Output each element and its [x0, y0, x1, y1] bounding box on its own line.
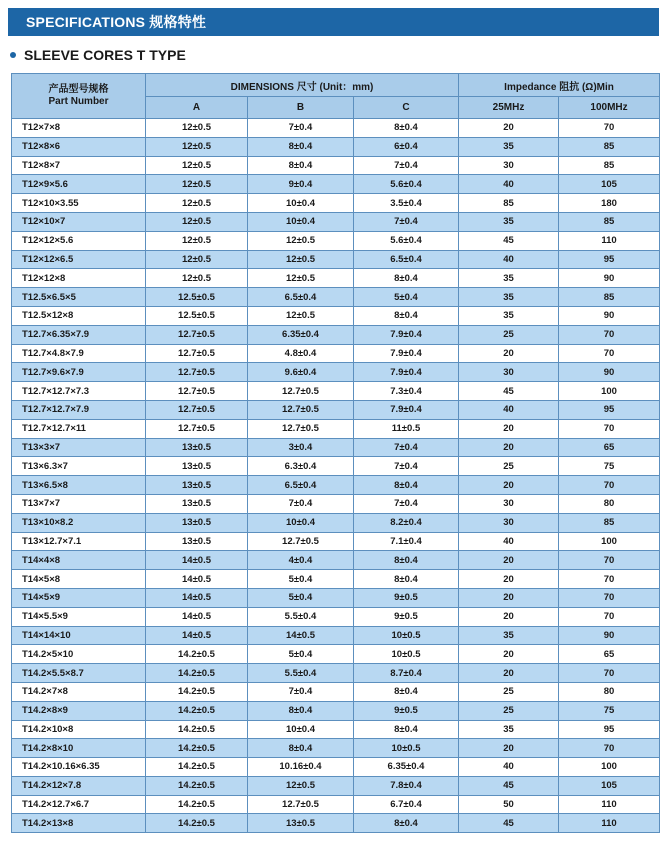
impedance-100mhz-cell: 100 — [559, 532, 660, 551]
dimensions-header: DIMENSIONS 尺寸 (Unit：mm) — [146, 74, 459, 97]
part-number-cell: T14.2×7×8 — [12, 682, 146, 701]
dim-b-cell: 12±0.5 — [248, 250, 354, 269]
dim-a-cell: 12.7±0.5 — [146, 325, 248, 344]
part-number-cell: T12×12×6.5 — [12, 250, 146, 269]
dim-a-cell: 12.5±0.5 — [146, 306, 248, 325]
impedance-100mhz-cell: 70 — [559, 570, 660, 589]
table-row — [12, 532, 660, 551]
dim-b-cell: 7±0.4 — [248, 119, 354, 138]
dim-b-cell: 5±0.4 — [248, 645, 354, 664]
table-row — [12, 551, 660, 570]
dim-b-cell: 8±0.4 — [248, 701, 354, 720]
dim-c-cell: 8±0.4 — [354, 551, 459, 570]
impedance-100mhz-cell: 70 — [559, 476, 660, 495]
dim-a-cell: 14±0.5 — [146, 626, 248, 645]
impedance-25mhz-cell: 35 — [459, 720, 559, 739]
impedance-25mhz-cell: 20 — [459, 664, 559, 683]
impedance-100mhz-cell: 80 — [559, 494, 660, 513]
dim-c-cell: 8±0.4 — [354, 682, 459, 701]
impedance-100mhz-cell: 90 — [559, 626, 660, 645]
dim-a-cell: 12±0.5 — [146, 212, 248, 231]
col-25mhz-header: 25MHz — [459, 97, 559, 119]
impedance-100mhz-cell: 85 — [559, 513, 660, 532]
table-row — [12, 457, 660, 476]
impedance-25mhz-cell: 30 — [459, 156, 559, 175]
impedance-100mhz-cell: 90 — [559, 269, 660, 288]
dim-a-cell: 14.2±0.5 — [146, 682, 248, 701]
dim-a-cell: 12±0.5 — [146, 231, 248, 250]
dim-a-cell: 13±0.5 — [146, 494, 248, 513]
dim-a-cell: 12±0.5 — [146, 119, 248, 138]
table-row — [12, 758, 660, 777]
dim-c-cell: 3.5±0.4 — [354, 194, 459, 213]
part-number-cell: T14.2×12×7.8 — [12, 776, 146, 795]
dim-a-cell: 14.2±0.5 — [146, 664, 248, 683]
impedance-25mhz-cell: 25 — [459, 325, 559, 344]
dim-a-cell: 14±0.5 — [146, 607, 248, 626]
dim-c-cell: 7±0.4 — [354, 494, 459, 513]
dim-b-cell: 5.5±0.4 — [248, 664, 354, 683]
table-row — [12, 212, 660, 231]
table-row — [12, 494, 660, 513]
impedance-100mhz-cell: 85 — [559, 212, 660, 231]
impedance-100mhz-cell: 100 — [559, 382, 660, 401]
dim-c-cell: 7.9±0.4 — [354, 325, 459, 344]
dim-b-cell: 10±0.4 — [248, 720, 354, 739]
table-row — [12, 626, 660, 645]
impedance-25mhz-cell: 20 — [459, 476, 559, 495]
dim-b-cell: 10.16±0.4 — [248, 758, 354, 777]
impedance-25mhz-cell: 45 — [459, 382, 559, 401]
col-100mhz-header: 100MHz — [559, 97, 660, 119]
impedance-25mhz-cell: 35 — [459, 626, 559, 645]
part-number-cell: T14.2×10×8 — [12, 720, 146, 739]
dim-b-cell: 12±0.5 — [248, 776, 354, 795]
impedance-25mhz-cell: 20 — [459, 645, 559, 664]
dim-a-cell: 13±0.5 — [146, 457, 248, 476]
dim-c-cell: 9±0.5 — [354, 588, 459, 607]
table-row — [12, 400, 660, 419]
table-row — [12, 795, 660, 814]
impedance-100mhz-cell: 70 — [559, 119, 660, 138]
impedance-100mhz-cell: 85 — [559, 156, 660, 175]
dim-c-cell: 10±0.5 — [354, 626, 459, 645]
dim-a-cell: 14.2±0.5 — [146, 758, 248, 777]
dim-c-cell: 8±0.4 — [354, 306, 459, 325]
part-number-cell: T12×12×8 — [12, 269, 146, 288]
dim-a-cell: 14.2±0.5 — [146, 739, 248, 758]
dim-a-cell: 12.5±0.5 — [146, 288, 248, 307]
impedance-100mhz-cell: 85 — [559, 137, 660, 156]
table-row — [12, 269, 660, 288]
dim-a-cell: 14.2±0.5 — [146, 701, 248, 720]
specifications-banner: SPECIFICATIONS 规格特性 — [8, 8, 659, 36]
table-row — [12, 250, 660, 269]
part-number-cell: T14×14×10 — [12, 626, 146, 645]
impedance-100mhz-cell: 95 — [559, 400, 660, 419]
dim-b-cell: 6.5±0.4 — [248, 476, 354, 495]
part-number-cell: T12.7×6.35×7.9 — [12, 325, 146, 344]
dim-b-cell: 12±0.5 — [248, 269, 354, 288]
part-number-cell: T14.2×5.5×8.7 — [12, 664, 146, 683]
dim-a-cell: 14.2±0.5 — [146, 795, 248, 814]
dim-c-cell: 8±0.4 — [354, 814, 459, 833]
table-row — [12, 570, 660, 589]
part-number-cell: T12×10×3.55 — [12, 194, 146, 213]
dim-c-cell: 7.9±0.4 — [354, 400, 459, 419]
impedance-100mhz-cell: 95 — [559, 720, 660, 739]
dim-c-cell: 7.1±0.4 — [354, 532, 459, 551]
dim-a-cell: 14±0.5 — [146, 588, 248, 607]
dim-c-cell: 6±0.4 — [354, 137, 459, 156]
dim-a-cell: 13±0.5 — [146, 438, 248, 457]
part-number-cell: T13×3×7 — [12, 438, 146, 457]
part-number-cell: T12.7×9.6×7.9 — [12, 363, 146, 382]
part-number-cell: T14.2×8×10 — [12, 739, 146, 758]
dim-a-cell: 13±0.5 — [146, 513, 248, 532]
dim-c-cell: 10±0.5 — [354, 645, 459, 664]
part-number-header-en: Part Number — [48, 96, 109, 107]
dim-c-cell: 7±0.4 — [354, 212, 459, 231]
part-number-cell: T13×6.3×7 — [12, 457, 146, 476]
impedance-100mhz-cell: 110 — [559, 814, 660, 833]
dim-c-cell: 5.6±0.4 — [354, 231, 459, 250]
table-row — [12, 382, 660, 401]
impedance-25mhz-cell: 30 — [459, 363, 559, 382]
dim-a-cell: 12±0.5 — [146, 175, 248, 194]
part-number-cell: T14×5×8 — [12, 570, 146, 589]
table-row — [12, 607, 660, 626]
dim-b-cell: 8±0.4 — [248, 739, 354, 758]
col-b-header: B — [248, 97, 354, 119]
impedance-100mhz-cell: 110 — [559, 795, 660, 814]
dim-c-cell: 9±0.5 — [354, 701, 459, 720]
part-number-cell: T12.5×6.5×5 — [12, 288, 146, 307]
dim-c-cell: 8±0.4 — [354, 476, 459, 495]
dim-c-cell: 7±0.4 — [354, 438, 459, 457]
bullet-icon — [10, 52, 16, 58]
table-row — [12, 701, 660, 720]
dim-a-cell: 12.7±0.5 — [146, 382, 248, 401]
table-row — [12, 288, 660, 307]
part-number-cell: T13×7×7 — [12, 494, 146, 513]
table-row — [12, 231, 660, 250]
dim-b-cell: 12.7±0.5 — [248, 532, 354, 551]
table-row — [12, 344, 660, 363]
part-number-cell: T12.5×12×8 — [12, 306, 146, 325]
part-number-cell: T12.7×12.7×11 — [12, 419, 146, 438]
impedance-25mhz-cell: 20 — [459, 438, 559, 457]
dim-b-cell: 12.7±0.5 — [248, 419, 354, 438]
impedance-25mhz-cell: 35 — [459, 288, 559, 307]
dim-c-cell: 7±0.4 — [354, 156, 459, 175]
table-row — [12, 438, 660, 457]
impedance-25mhz-cell: 40 — [459, 758, 559, 777]
table-row — [12, 119, 660, 138]
dim-c-cell: 6.5±0.4 — [354, 250, 459, 269]
part-number-cell: T14.2×5×10 — [12, 645, 146, 664]
table-row — [12, 419, 660, 438]
dim-b-cell: 10±0.4 — [248, 513, 354, 532]
dim-c-cell: 8±0.4 — [354, 720, 459, 739]
dim-b-cell: 5±0.4 — [248, 588, 354, 607]
dim-c-cell: 8±0.4 — [354, 570, 459, 589]
dim-b-cell: 5.5±0.4 — [248, 607, 354, 626]
section-heading — [10, 46, 186, 64]
part-number-cell: T13×10×8.2 — [12, 513, 146, 532]
dim-c-cell: 7.9±0.4 — [354, 344, 459, 363]
part-number-cell: T12×8×7 — [12, 156, 146, 175]
dim-b-cell: 6.35±0.4 — [248, 325, 354, 344]
dim-c-cell: 7.9±0.4 — [354, 363, 459, 382]
dim-b-cell: 7±0.4 — [248, 682, 354, 701]
impedance-25mhz-cell: 20 — [459, 344, 559, 363]
part-number-cell: T14×5.5×9 — [12, 607, 146, 626]
dim-b-cell: 6.3±0.4 — [248, 457, 354, 476]
col-a-header: A — [146, 97, 248, 119]
dim-c-cell: 7.3±0.4 — [354, 382, 459, 401]
impedance-25mhz-cell: 40 — [459, 532, 559, 551]
table-row — [12, 720, 660, 739]
dim-b-cell: 9.6±0.4 — [248, 363, 354, 382]
part-number-cell: T12.7×12.7×7.3 — [12, 382, 146, 401]
impedance-100mhz-cell: 65 — [559, 645, 660, 664]
dim-c-cell: 8.2±0.4 — [354, 513, 459, 532]
dim-c-cell: 5.6±0.4 — [354, 175, 459, 194]
dim-c-cell: 10±0.5 — [354, 739, 459, 758]
dim-b-cell: 12.7±0.5 — [248, 795, 354, 814]
impedance-100mhz-cell: 70 — [559, 325, 660, 344]
dim-c-cell: 6.35±0.4 — [354, 758, 459, 777]
dim-a-cell: 12±0.5 — [146, 250, 248, 269]
part-number-cell: T14.2×12.7×6.7 — [12, 795, 146, 814]
part-number-cell: T12×8×6 — [12, 137, 146, 156]
impedance-100mhz-cell: 110 — [559, 231, 660, 250]
part-number-header-cn: 产品型号规格 — [48, 84, 109, 95]
impedance-25mhz-cell: 45 — [459, 231, 559, 250]
impedance-100mhz-cell: 70 — [559, 344, 660, 363]
impedance-25mhz-cell: 30 — [459, 494, 559, 513]
impedance-100mhz-cell: 105 — [559, 175, 660, 194]
dim-a-cell: 12.7±0.5 — [146, 419, 248, 438]
part-number-header — [12, 74, 146, 119]
dim-c-cell: 8±0.4 — [354, 269, 459, 288]
impedance-100mhz-cell: 95 — [559, 250, 660, 269]
impedance-25mhz-cell: 45 — [459, 776, 559, 795]
dim-a-cell: 12.7±0.5 — [146, 400, 248, 419]
dim-b-cell: 13±0.5 — [248, 814, 354, 833]
impedance-25mhz-cell: 20 — [459, 551, 559, 570]
dim-a-cell: 13±0.5 — [146, 532, 248, 551]
dim-b-cell: 12±0.5 — [248, 231, 354, 250]
impedance-25mhz-cell: 20 — [459, 739, 559, 758]
dim-c-cell: 5±0.4 — [354, 288, 459, 307]
part-number-cell: T12×7×8 — [12, 119, 146, 138]
dim-c-cell: 7.8±0.4 — [354, 776, 459, 795]
dim-a-cell: 14±0.5 — [146, 551, 248, 570]
dim-a-cell: 12±0.5 — [146, 156, 248, 175]
impedance-25mhz-cell: 20 — [459, 607, 559, 626]
part-number-cell: T13×12.7×7.1 — [12, 532, 146, 551]
impedance-25mhz-cell: 35 — [459, 269, 559, 288]
section-title: SLEEVE CORES T TYPE — [24, 47, 186, 63]
impedance-100mhz-cell: 65 — [559, 438, 660, 457]
dim-b-cell: 14±0.5 — [248, 626, 354, 645]
dim-b-cell: 12.7±0.5 — [248, 400, 354, 419]
impedance-25mhz-cell: 45 — [459, 814, 559, 833]
dim-b-cell: 8±0.4 — [248, 137, 354, 156]
impedance-25mhz-cell: 20 — [459, 588, 559, 607]
dim-b-cell: 12.7±0.5 — [248, 382, 354, 401]
impedance-25mhz-cell: 25 — [459, 457, 559, 476]
impedance-100mhz-cell: 85 — [559, 288, 660, 307]
impedance-25mhz-cell: 40 — [459, 400, 559, 419]
dim-b-cell: 12±0.5 — [248, 306, 354, 325]
table-row — [12, 682, 660, 701]
spec-table-body — [12, 119, 660, 833]
impedance-100mhz-cell: 75 — [559, 701, 660, 720]
table-row — [12, 513, 660, 532]
table-row — [12, 363, 660, 382]
impedance-25mhz-cell: 20 — [459, 119, 559, 138]
impedance-header: Impedance 阻抗 (Ω)Min — [459, 74, 660, 97]
impedance-25mhz-cell: 25 — [459, 701, 559, 720]
impedance-25mhz-cell: 40 — [459, 175, 559, 194]
impedance-100mhz-cell: 70 — [559, 419, 660, 438]
dim-a-cell: 12±0.5 — [146, 194, 248, 213]
table-row — [12, 137, 660, 156]
table-row — [12, 476, 660, 495]
table-row — [12, 156, 660, 175]
impedance-100mhz-cell: 70 — [559, 607, 660, 626]
dim-a-cell: 13±0.5 — [146, 476, 248, 495]
table-row — [12, 325, 660, 344]
spec-table — [11, 73, 660, 833]
part-number-cell: T13×6.5×8 — [12, 476, 146, 495]
dim-b-cell: 3±0.4 — [248, 438, 354, 457]
impedance-100mhz-cell: 70 — [559, 739, 660, 758]
table-row — [12, 175, 660, 194]
dim-b-cell: 10±0.4 — [248, 194, 354, 213]
dim-b-cell: 9±0.4 — [248, 175, 354, 194]
impedance-25mhz-cell: 20 — [459, 570, 559, 589]
dim-b-cell: 8±0.4 — [248, 156, 354, 175]
dim-c-cell: 8±0.4 — [354, 119, 459, 138]
table-row — [12, 739, 660, 758]
impedance-100mhz-cell: 70 — [559, 551, 660, 570]
impedance-25mhz-cell: 25 — [459, 682, 559, 701]
dim-a-cell: 12.7±0.5 — [146, 363, 248, 382]
dim-a-cell: 14.2±0.5 — [146, 776, 248, 795]
table-row — [12, 776, 660, 795]
impedance-100mhz-cell: 90 — [559, 363, 660, 382]
impedance-25mhz-cell: 35 — [459, 212, 559, 231]
dim-b-cell: 5±0.4 — [248, 570, 354, 589]
impedance-100mhz-cell: 105 — [559, 776, 660, 795]
dim-b-cell: 4±0.4 — [248, 551, 354, 570]
dim-a-cell: 14±0.5 — [146, 570, 248, 589]
dim-c-cell: 8.7±0.4 — [354, 664, 459, 683]
part-number-cell: T12×12×5.6 — [12, 231, 146, 250]
impedance-100mhz-cell: 70 — [559, 664, 660, 683]
part-number-cell: T12×10×7 — [12, 212, 146, 231]
impedance-100mhz-cell: 70 — [559, 588, 660, 607]
table-row — [12, 588, 660, 607]
part-number-cell: T12.7×4.8×7.9 — [12, 344, 146, 363]
part-number-cell: T14.2×13×8 — [12, 814, 146, 833]
dim-a-cell: 12±0.5 — [146, 137, 248, 156]
dim-c-cell: 11±0.5 — [354, 419, 459, 438]
part-number-cell: T14×5×9 — [12, 588, 146, 607]
table-row — [12, 814, 660, 833]
dim-a-cell: 14.2±0.5 — [146, 645, 248, 664]
table-row — [12, 306, 660, 325]
table-row — [12, 664, 660, 683]
dim-b-cell: 7±0.4 — [248, 494, 354, 513]
dim-c-cell: 6.7±0.4 — [354, 795, 459, 814]
dim-c-cell: 9±0.5 — [354, 607, 459, 626]
dim-b-cell: 10±0.4 — [248, 212, 354, 231]
impedance-25mhz-cell: 85 — [459, 194, 559, 213]
impedance-25mhz-cell: 50 — [459, 795, 559, 814]
dim-b-cell: 6.5±0.4 — [248, 288, 354, 307]
table-row — [12, 194, 660, 213]
dim-a-cell: 12.7±0.5 — [146, 344, 248, 363]
dim-a-cell: 14.2±0.5 — [146, 814, 248, 833]
part-number-cell: T14.2×8×9 — [12, 701, 146, 720]
dim-c-cell: 7±0.4 — [354, 457, 459, 476]
dim-b-cell: 4.8±0.4 — [248, 344, 354, 363]
part-number-cell: T14.2×10.16×6.35 — [12, 758, 146, 777]
impedance-25mhz-cell: 20 — [459, 419, 559, 438]
impedance-100mhz-cell: 75 — [559, 457, 660, 476]
col-c-header: C — [354, 97, 459, 119]
impedance-100mhz-cell: 100 — [559, 758, 660, 777]
impedance-100mhz-cell: 90 — [559, 306, 660, 325]
part-number-cell: T14×4×8 — [12, 551, 146, 570]
impedance-25mhz-cell: 30 — [459, 513, 559, 532]
impedance-100mhz-cell: 180 — [559, 194, 660, 213]
impedance-25mhz-cell: 35 — [459, 306, 559, 325]
impedance-25mhz-cell: 40 — [459, 250, 559, 269]
part-number-cell: T12.7×12.7×7.9 — [12, 400, 146, 419]
table-row — [12, 645, 660, 664]
part-number-cell: T12×9×5.6 — [12, 175, 146, 194]
dim-a-cell: 12±0.5 — [146, 269, 248, 288]
impedance-100mhz-cell: 80 — [559, 682, 660, 701]
dim-a-cell: 14.2±0.5 — [146, 720, 248, 739]
impedance-25mhz-cell: 35 — [459, 137, 559, 156]
